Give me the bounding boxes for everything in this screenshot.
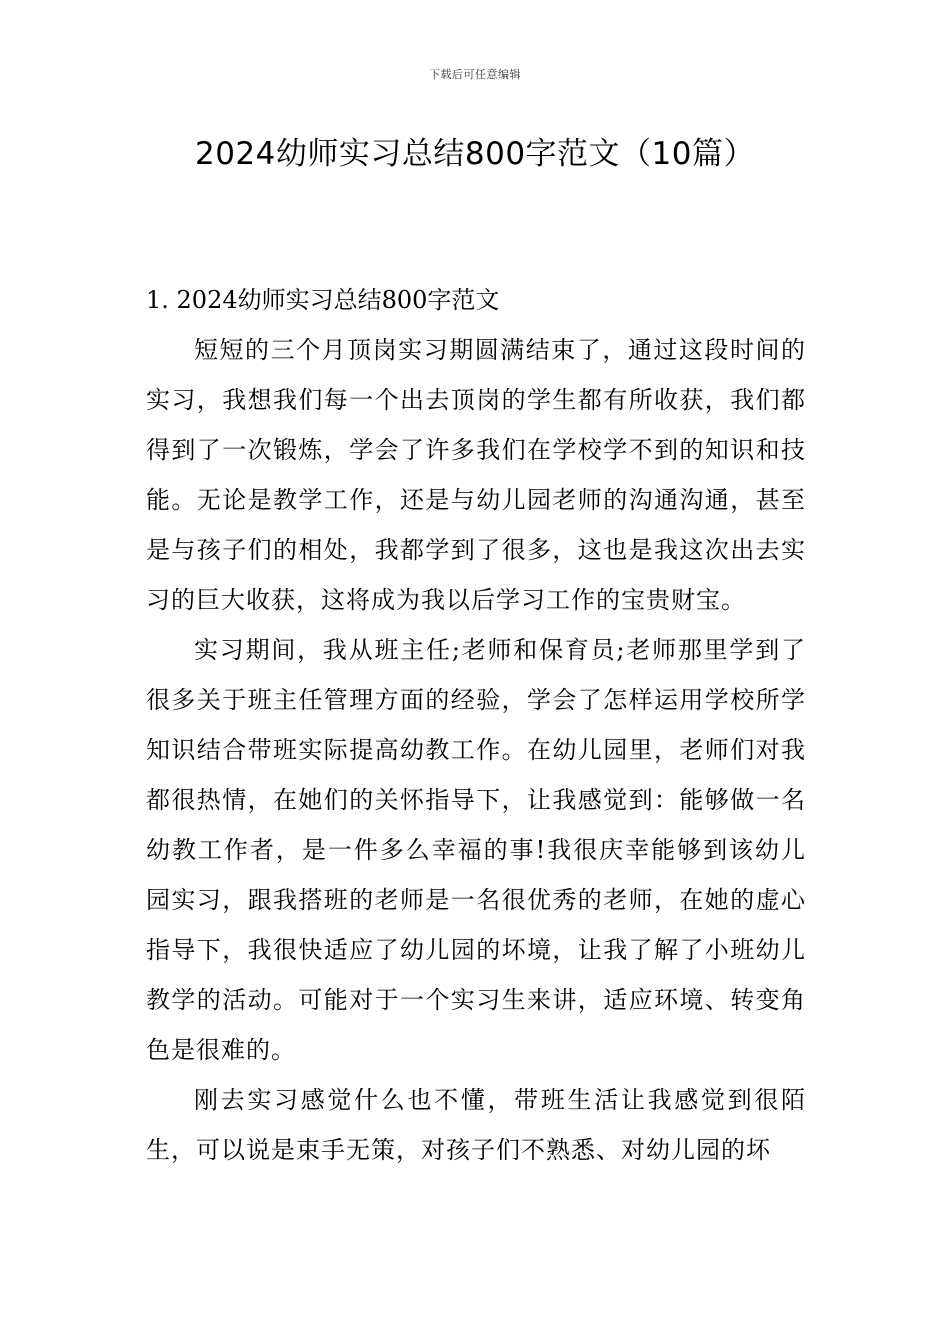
paragraph-3: 刚去实习感觉什么也不懂，带班生活让我感觉到很陌生，可以说是束手无策，对孩子们不熟悉、对幼儿园的坏 [146,1086,806,1164]
document-body [146,281,806,1175]
document-title: 2024幼师实习总结800字范文（10篇） [194,136,755,172]
section-heading: 1. 2024幼师实习总结800字范文 [146,286,500,314]
paragraph-2: 实习期间，我从班主任;老师和保育员;老师那里学到了很多关于班主任管理方面的经验，学会了怎样运用学校所学知识结合带班实际提高幼教工作。在幼儿园里，老师们对我都很热情，在她们的关怀指导下，让我感觉到：能够做一名幼教工作者，是一件多么幸福的事!我很庆幸能够到该幼儿园实习，跟我搭班的老师是一名很优秀的老师，在她的虚心指导下，我很快适应了幼儿园的坏境，让我了解了小班幼儿教学的活动。可能对于一个实习生来讲，适应环境、转变角色是很难的。 [146,636,806,1064]
header-note: 下载后可任意编辑 [429,68,521,81]
paragraph-1: 短短的三个月顶岗实习期圆满结束了，通过这段时间的实习，我想我们每一个出去顶岗的学生都有所收获，我们都得到了一次锻炼，学会了许多我们在学校学不到的知识和技能。无论是教学工作，还是与幼儿园老师的沟通沟通，甚至是与孩子们的相处，我都学到了很多，这也是我这次出去实习的巨大收获，这将成为我以后学习工作的宝贵财宝。 [146,336,806,614]
